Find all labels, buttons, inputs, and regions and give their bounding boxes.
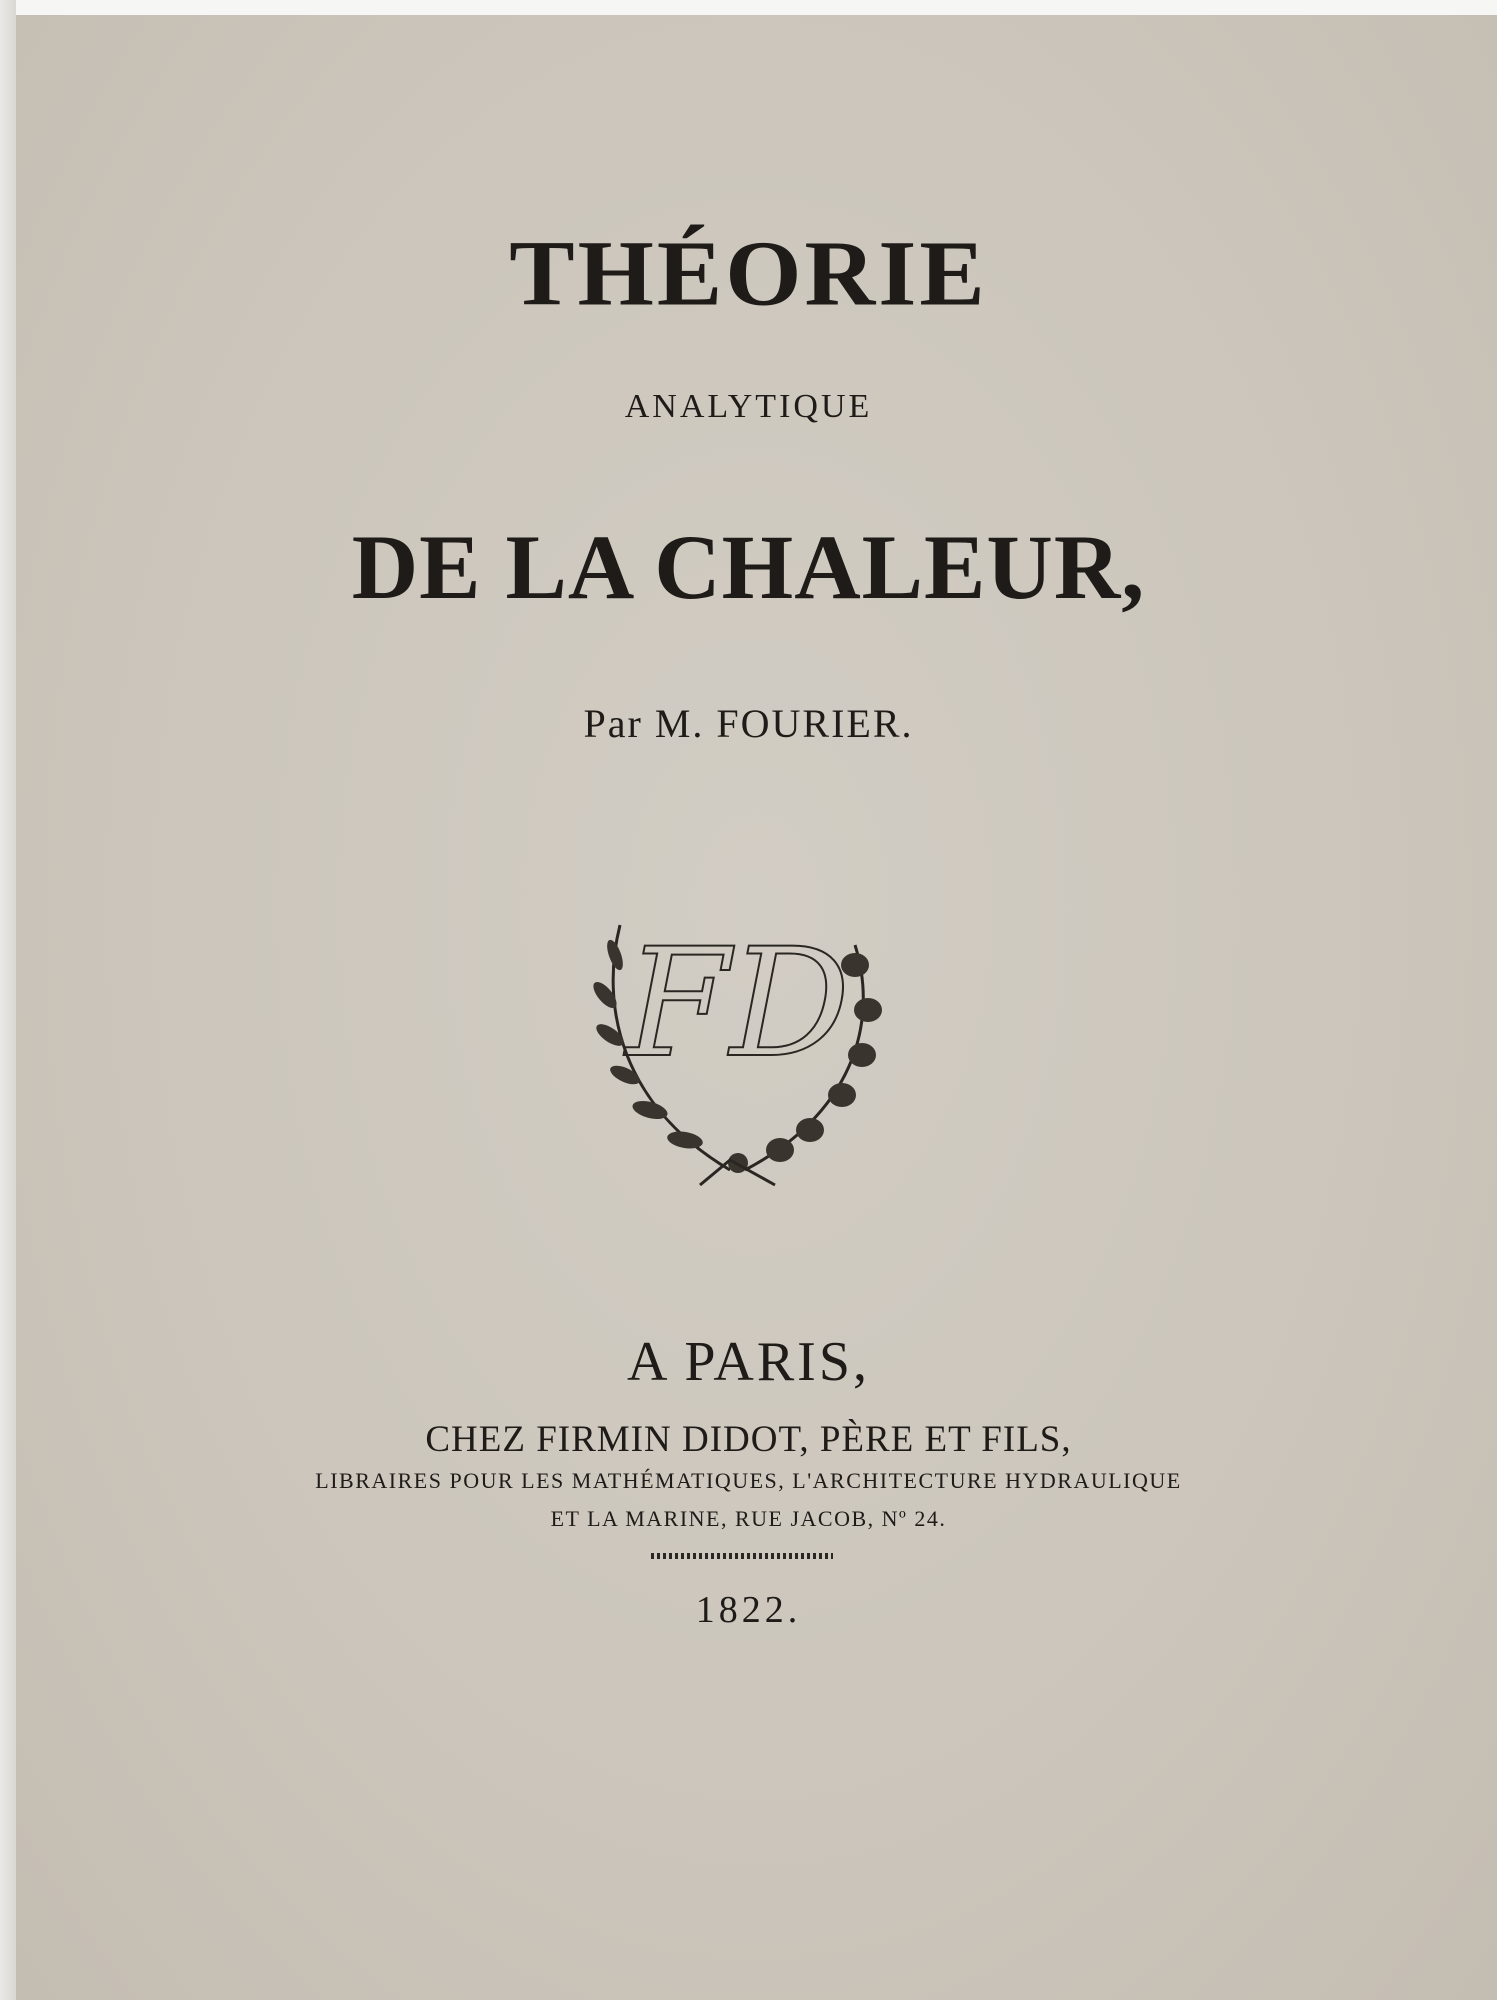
publication-year: 1822. (695, 1589, 802, 1631)
author-line (0, 700, 1497, 747)
author-name: M. FOURIER. (654, 701, 914, 746)
publisher-description-line1: LIBRAIRES POUR LES MATHÉMATIQUES, L'ARCHITECTURE HYDRAULIQUE (315, 1468, 1182, 1493)
decorative-rule (651, 1553, 833, 1559)
monogram-wreath-ornament (580, 885, 895, 1195)
publisher-name: CHEZ FIRMIN DIDOT, PÈRE ET FILS, (425, 1419, 1072, 1460)
title-theorie: THÉORIE (509, 222, 988, 326)
publisher-description-line2: ET LA MARINE, RUE JACOB, Nº 24. (550, 1506, 947, 1531)
imprint-city: A PARIS, (627, 1331, 870, 1393)
author-prefix: Par (583, 701, 643, 746)
monogram-text: FD (625, 917, 851, 1091)
title-de-la-chaleur: DE LA CHALEUR, (351, 516, 1146, 618)
title-analytique: ANALYTIQUE (624, 388, 873, 425)
